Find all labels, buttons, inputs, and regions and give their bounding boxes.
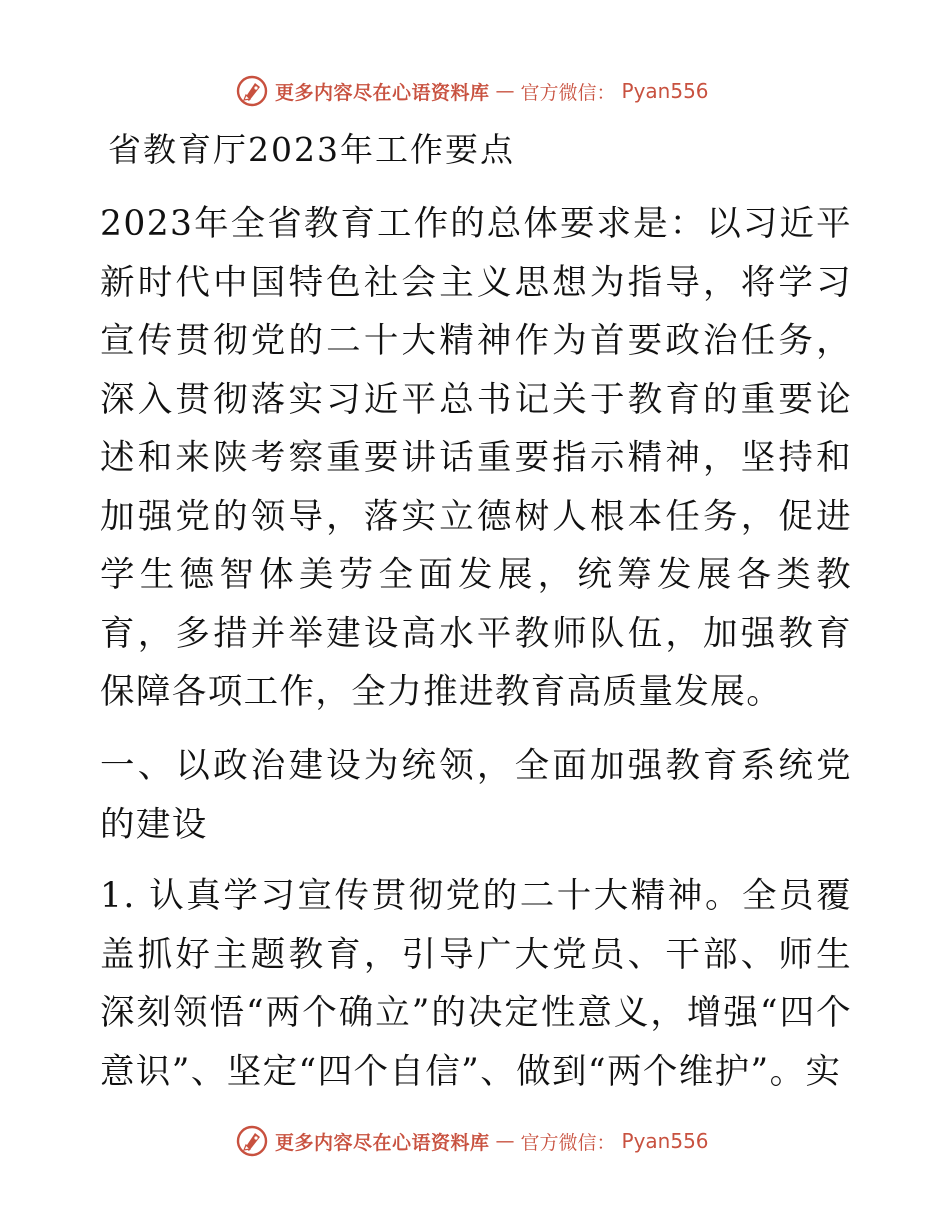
watermark-contact-id: Pyan556 xyxy=(621,79,709,103)
watermark-header xyxy=(235,73,709,109)
document-title: 省教育厅2023年工作要点 xyxy=(108,130,515,169)
section-heading-one: 一、以政治建设为统领，全面加强教育系统党的建设 xyxy=(100,746,852,845)
watermark-contact-label: 官方微信： xyxy=(520,1131,616,1154)
watermark-contact-label: 官方微信： xyxy=(520,81,616,104)
watermark-separator: — xyxy=(495,80,515,102)
watermark-separator: — xyxy=(495,1130,515,1152)
paragraph-general-requirements: 2023年全省教育工作的总体要求是：以习近平新时代中国特色社会主义思想为指导，将学习宣传贯彻党的二十大精神作为首要政治任务，深入贯彻落实习近平总书记关于教育的重要论述和来陕考察重要讲话重要指示精神，坚持和加强党的领导，落实立德树人根本任务，促进学生德智体美劳全面发展，统筹发展各类教育，多措并举建设高水平教师队伍，加强教育保障各项工作，全力推进教育高质量发展。 xyxy=(100,204,852,712)
watermark-contact-id: Pyan556 xyxy=(621,1129,709,1153)
paragraph-item-one: 1. 认真学习宣传贯彻党的二十大精神。全员覆盖抓好主题教育，引导广大党员、干部、师生深刻领悟“两个确立”的决定性意义，增强“四个意识”、坚定“四个自信”、做到“两个维护”。实 xyxy=(100,876,852,1092)
pen-nib-logo-icon xyxy=(235,1124,269,1158)
watermark-text: 更多内容尽在心语资料库 xyxy=(275,1131,490,1154)
pen-nib-logo-icon xyxy=(235,74,269,108)
watermark-text: 更多内容尽在心语资料库 xyxy=(275,81,490,104)
watermark-footer xyxy=(235,1123,709,1159)
